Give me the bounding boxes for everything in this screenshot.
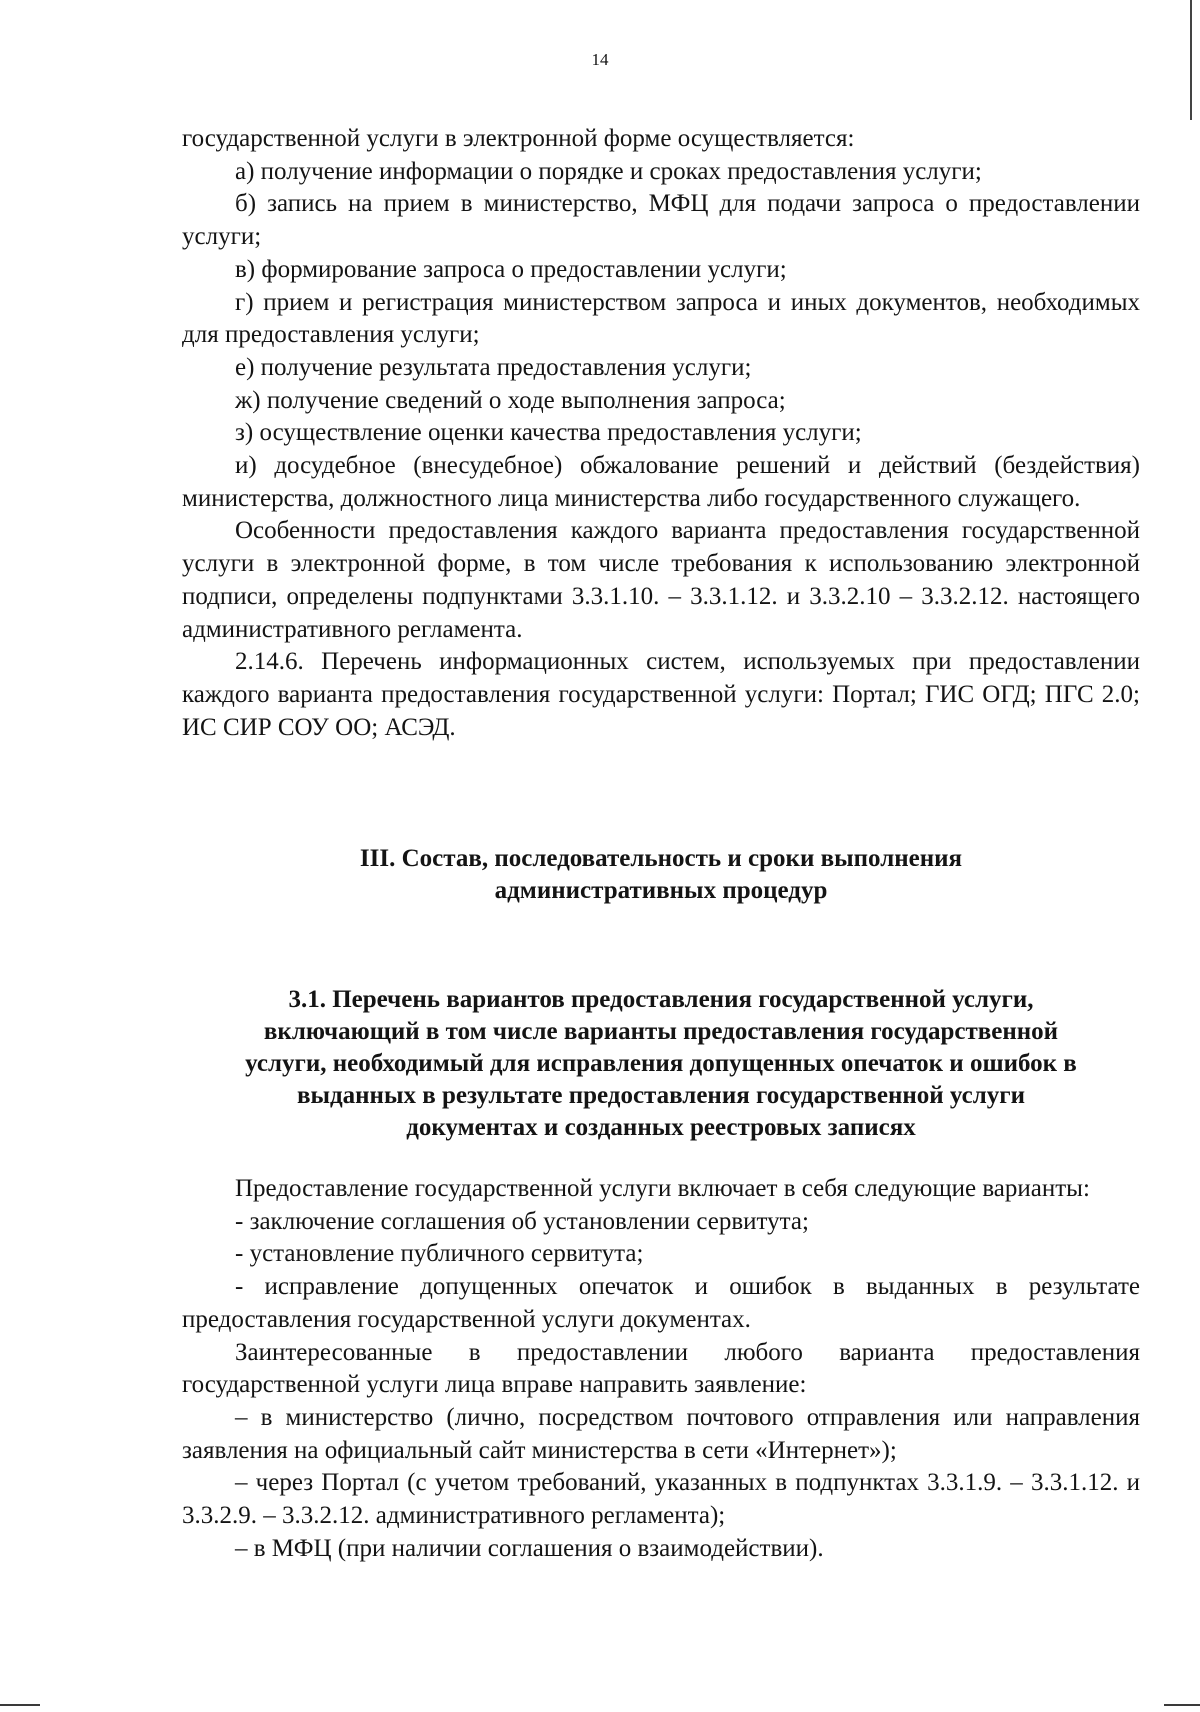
- list-item: з) осуществление оценки качества предоставления услуги;: [235, 419, 862, 447]
- list-item: - исправление допущенных опечаток и ошибок в выданных в результате предоставления государственной услуги документах.: [182, 1273, 1140, 1333]
- paragraph: Предоставление государственной услуги включает в себя следующие варианты:: [235, 1175, 1090, 1202]
- subsection-heading: [182, 984, 1140, 1144]
- list-item: – в МФЦ (при наличии соглашения о взаимодействии).: [235, 1534, 824, 1562]
- list-item: и) досудебное (внесудебное) обжалование решений и действий (бездействия) министерства, должностного лица министерства либо государственного служащего.: [182, 452, 1140, 512]
- list-item: б) запись на прием в министерство, МФЦ для подачи запроса о предоставлении услуги;: [182, 190, 1140, 251]
- list-item: а) получение информации о порядке и сроках предоставления услуги;: [235, 157, 982, 185]
- bottom-text-block: [182, 1173, 1140, 1565]
- top-text-block: [182, 123, 1140, 744]
- list-item: ж) получение сведений о ходе выполнения запроса;: [235, 386, 786, 414]
- list-item: – в министерство (лично, посредством почтового отправления или направления заявления на официальный сайт министерства в сети «Интернет»);: [182, 1403, 1140, 1464]
- page-number: 14: [591, 50, 609, 69]
- scan-edge-line: [1190, 0, 1192, 120]
- section-heading-line: административных процедур: [494, 877, 828, 904]
- list-item: г) прием и регистрация министерством запроса и иных документов, необходимых для предоставления услуги;: [182, 288, 1140, 349]
- subsection-heading-line: 3.1. Перечень вариантов предоставления государственной услуги,: [288, 986, 1034, 1013]
- subsection-heading-line: услуги, необходимый для исправления допущенных опечаток и ошибок в: [245, 1050, 1077, 1077]
- paragraph: государственной услуги в электронной форме осуществляется:: [182, 125, 855, 152]
- list-item: - заключение соглашения об установлении сервитута;: [235, 1207, 809, 1235]
- section-heading-line: III. Состав, последовательность и сроки выполнения: [359, 845, 963, 872]
- subsection-heading-line: включающий в том числе варианты предоставления государственной: [263, 1018, 1059, 1045]
- subsection-heading-line: документах и созданных реестровых записях: [406, 1114, 916, 1141]
- scan-corner-mark: [0, 1704, 40, 1706]
- list-item: в) формирование запроса о предоставлении услуги;: [235, 255, 787, 283]
- section-heading: [182, 843, 1140, 907]
- paragraph: 2.14.6. Перечень информационных систем, используемых при предоставлении каждого варианта предоставления государственной услуги: Портал; ГИС ОГД; ПГС 2.0; ИС СИР СОУ ОО; АСЭД.: [182, 648, 1140, 741]
- subsection-heading-line: выданных в результате предоставления государственной услуги: [296, 1082, 1026, 1109]
- paragraph: Заинтересованные в предоставлении любого варианта предоставления государственной услуги лица вправе направить заявление:: [182, 1338, 1140, 1399]
- list-item: - установление публичного сервитута;: [235, 1240, 644, 1268]
- scan-corner-mark: [1164, 1704, 1200, 1706]
- list-item: – через Портал (с учетом требований, указанных в подпунктах 3.3.1.9. – 3.3.1.12. и 3.3.2.9. – 3.3.2.12. административного регламента);: [182, 1469, 1140, 1530]
- list-item: е) получение результата предоставления услуги;: [235, 353, 752, 381]
- paragraph: Особенности предоставления каждого варианта предоставления государственной услуги в электронной форме, в том числе требования к использованию электронной подписи, определены подпунктами 3.3.1.10. – 3.3.1.12. и 3.3.2.10 – 3.3.2.12. настоящего административного регламента.: [182, 517, 1140, 643]
